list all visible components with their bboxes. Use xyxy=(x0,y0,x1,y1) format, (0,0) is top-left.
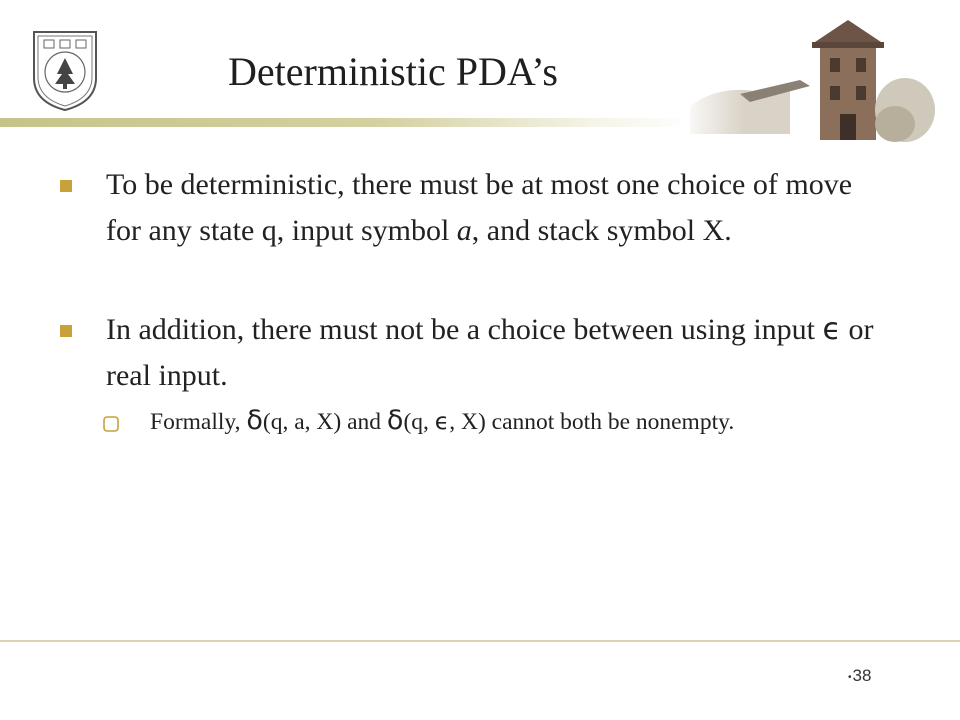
page-number: •38 xyxy=(848,666,872,685)
bullet-square-icon xyxy=(60,325,72,337)
title-underline-bar xyxy=(0,118,700,127)
bullet-text: In addition, there must not be a choice between using input ϵ or real input. xyxy=(106,312,874,392)
bullet-square-icon xyxy=(60,180,72,192)
bullet-text: To be deterministic, there must be at most one choice of move for any state q, input symbol a, and stack symbol X. xyxy=(106,168,853,247)
slide-title: Deterministic PDA’s xyxy=(228,49,558,94)
footer-line xyxy=(0,640,960,642)
checkbox-bullet-icon xyxy=(102,415,120,433)
sub-bullet-text: Formally, δ(q, a, X) and δ(q, ϵ, X) cannot both be nonempty. xyxy=(150,405,735,436)
page-dot-icon: • xyxy=(848,672,852,683)
university-tower-photo-icon xyxy=(680,14,940,146)
nanjing-university-seal-icon xyxy=(30,28,100,112)
